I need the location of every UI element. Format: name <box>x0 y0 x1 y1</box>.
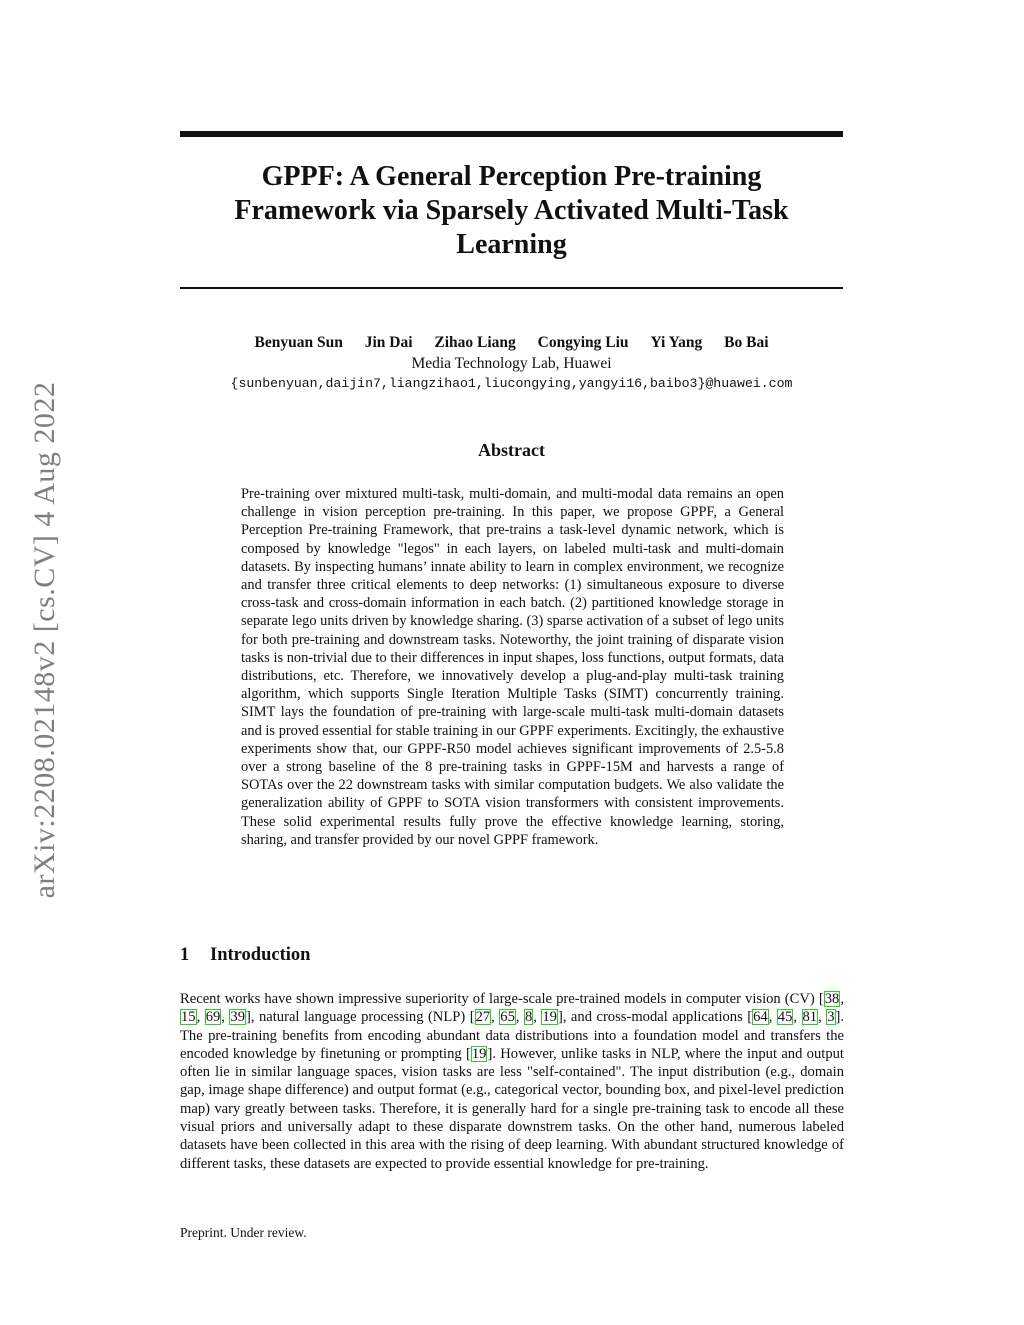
title-top-rule <box>180 131 843 137</box>
intro-text: ]. However, unlike tasks in NLP, where the input and output often lie in similar language spaces, vision tasks are less "self-contained". The input distribution (e.g., domain gap, image shape difference) and output format (e.g., categorical vector, bounding box, and pixel-level prediction map) vary greatly between tasks. Therefore, it is generally hard for a single pre-training task to encode all these visual priors and universally adapt to these disparate downstrem tasks. On the other hand, numerous labeled datasets have been collected in this area with the rising of deep learning. With abundant structured knowledge of different tasks, these datasets are expected to provide essential knowledge for pre-training. <box>180 1045 844 1172</box>
intro-text: ], and cross-modal applications [ <box>557 1009 753 1026</box>
title-line-2: Framework via Sparsely Activated Multi-Task <box>234 195 789 226</box>
citation-link[interactable]: 8 <box>524 1009 533 1026</box>
arxiv-id: arXiv:2208.02148v2 [cs.CV] 4 Aug 2022 <box>28 381 61 899</box>
author-name: Yi Yang <box>650 334 703 351</box>
title-line-3: Learning <box>456 229 567 260</box>
author-list <box>180 333 843 353</box>
citation-link[interactable]: 3 <box>827 1009 835 1026</box>
author-name: Benyuan Sun <box>254 334 343 351</box>
citation-link[interactable]: 27 <box>475 1009 491 1026</box>
section-number: 1 <box>180 945 190 965</box>
author-name: Bo Bai <box>724 334 769 351</box>
title-bottom-rule <box>180 287 843 289</box>
citation-link[interactable]: 39 <box>230 1009 245 1026</box>
intro-text: ]. The pre-training benefits from encoding abundant data distributions into a foundation model and transfers the encoded knowledge by finetuning or prompting [ <box>180 1009 845 1062</box>
introduction-paragraph: Recent works have shown impressive superiority of large-scale pre-trained models in computer vision (CV) [38, 15, 69, 39], natural language processing (NLP) [27, 65, 8, 19], and cross-modal applications [64, 45, 81, 3]. The pre-training benefits from encoding abundant data distributions into a foundation model and transfers the encoded knowledge by finetuning or prompting [19]. However, unlike tasks in NLP, where the input and output often lie in similar language spaces, vision tasks are less "self-contained". The input distribution (e.g., domain gap, image shape difference) and output format (e.g., categorical vector, bounding box, and pixel-level prediction map) vary greatly between tasks. Therefore, it is generally hard for a single pre-training task to encode all these visual priors and universally adapt to these disparate downstrem tasks. On the other hand, numerous labeled datasets have been collected in this area with the rising of deep learning. With abundant structured knowledge of different tasks, these datasets are expected to provide essential knowledge for pre-training. <box>180 991 845 1172</box>
section-title: Introduction <box>210 945 311 965</box>
footer-note: Preprint. Under review. <box>180 1225 307 1240</box>
citation-link[interactable]: 69 <box>205 1009 221 1026</box>
abstract-text: Pre-training over mixtured multi-task, multi-domain, and multi-modal data remains an open challenge in vision perception pre-training. In this paper, we propose GPPF, a General Perception Pre-training Framework, that pre-trains a task-level dynamic network, which is composed by knowledge "legos" in each layers, on labeled multi-task and multi-domain datasets. By inspecting humans’ innate ability to learn in complex environment, we recognize and transfer three critical elements to deep networks: (1) simultaneous exposure to diverse cross-task and cross-domain information in each batch. (2) partitioned knowledge storage in separate lego units driven by knowledge sharing. (3) sparse activation of a subset of lego units for both pre-training and downstream tasks. Noteworthy, the joint training of disparate vision tasks is non-trivial due to their differences in input shapes, loss functions, output formats, data distributions, etc. Therefore, we innovatively develop a plug-and-play multi-task training algorithm, which supports Single Iteration Multiple Tasks (SIMT) concurrently training. SIMT lays the foundation of pre-training with large-scale multi-task multi-domain datasets and is proved essential for stable training in our GPPF experiments. Excitingly, the exhaustive experiments show that, our GPPF-R50 model achieves significant improvements of 2.5-5.8 over a strong baseline of the 8 pre-training tasks in GPPF-15M and harvests a range of SOTAs over the 22 downstream tasks with similar computation budgets. We also validate the generalization ability of GPPF to SOTA vision transformers with consistent improvements. These solid experimental results fully prove the effective knowledge learning, storing, sharing, and transfer provided by our novel GPPF framework. <box>241 486 784 848</box>
paper-title <box>180 160 843 262</box>
author-name: Zihao Liang <box>434 334 516 351</box>
intro-text: ], natural language processing (NLP) [ <box>246 1009 475 1026</box>
citation-link[interactable]: 65 <box>500 1009 515 1026</box>
title-line-1: GPPF: A General Perception Pre-training <box>261 161 762 192</box>
author-name: Jin Dai <box>364 334 413 351</box>
citation-link[interactable]: 81 <box>802 1009 818 1026</box>
affiliation: Media Technology Lab, Huawei <box>411 355 612 372</box>
section-heading-introduction <box>180 945 310 966</box>
abstract-heading: Abstract <box>478 440 545 460</box>
citation-link[interactable]: 38 <box>824 991 840 1007</box>
citation-link[interactable]: 19 <box>542 1009 557 1026</box>
author-name: Congying Liu <box>537 334 629 351</box>
citation-link[interactable]: 45 <box>777 1009 793 1026</box>
citation-link[interactable]: 19 <box>471 1045 487 1062</box>
citation-link[interactable]: 15 <box>181 1009 196 1026</box>
author-emails: {sunbenyuan,daijin7,liangzihao1,liucongying,yangyi16,baibo3}@huawei.com <box>230 376 793 391</box>
citation-link[interactable]: 64 <box>753 1009 768 1026</box>
intro-text: Recent works have shown impressive superiority of large-scale pre-trained models in computer vision (CV) [ <box>180 991 824 1007</box>
